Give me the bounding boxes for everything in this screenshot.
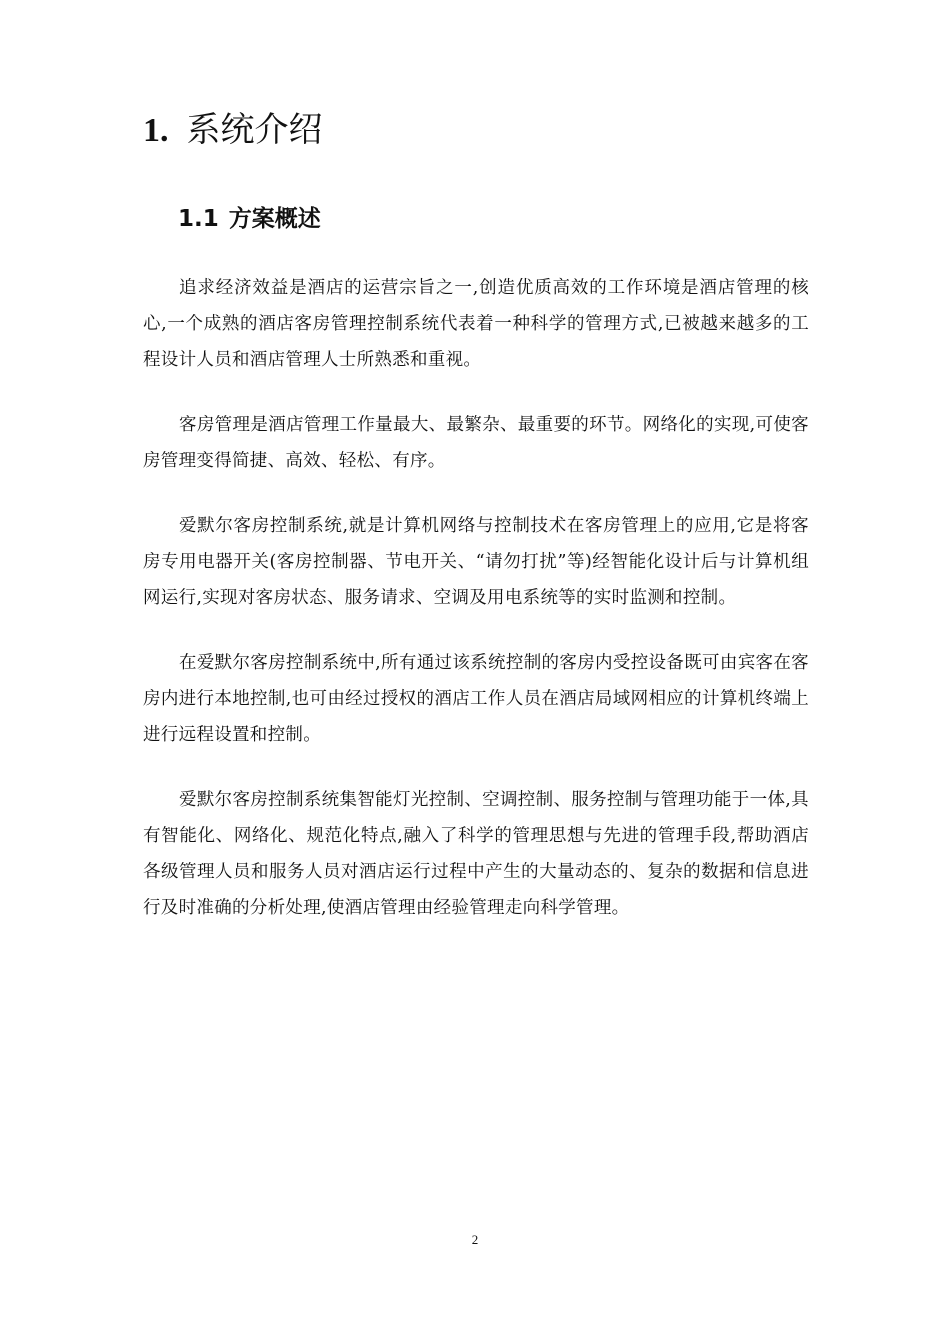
paragraph-3: 爱默尔客房控制系统,就是计算机网络与控制技术在客房管理上的应用,它是将客房专用电器开关(客房控制器、节电开关、“请勿打扰”等)经智能化设计后与计算机组网运行,实现对客房状态、服务请求、空调及用电系统等的实时监测和控制。 — [143, 516, 809, 608]
body-text — [143, 270, 809, 955]
section-title: 系统介绍 — [186, 110, 323, 150]
paragraph-2: 客房管理是酒店管理工作量最大、最繁杂、最重要的环节。网络化的实现,可使客房管理变得简捷、高效、轻松、有序。 — [143, 415, 809, 471]
paragraph-4: 在爱默尔客房控制系统中,所有通过该系统控制的客房内受控设备既可由宾客在客房内进行本地控制,也可由经过授权的酒店工作人员在酒店局域网相应的计算机终端上进行远程设置和控制。 — [143, 653, 809, 745]
paragraph-1: 追求经济效益是酒店的运营宗旨之一,创造优质高效的工作环境是酒店管理的核心,一个成熟的酒店客房管理控制系统代表着一种科学的管理方式,已被越来越多的工程设计人员和酒店管理人士所熟悉和重视。 — [143, 278, 809, 370]
subsection-heading — [178, 202, 321, 236]
subsection-title: 方案概述 — [228, 206, 321, 232]
paragraph-5: 爱默尔客房控制系统集智能灯光控制、空调控制、服务控制与管理功能于一体,具有智能化、网络化、规范化特点,融入了科学的管理思想与先进的管理手段,帮助酒店各级管理人员和服务人员对酒店运行过程中产生的大量动态的、复杂的数据和信息进行及时准确的分析处理,使酒店管理由经验管理走向科学管理。 — [143, 790, 809, 918]
section-heading — [143, 108, 323, 153]
subsection-number: 1.1 — [178, 206, 219, 232]
page-number: 2 — [471, 1232, 479, 1247]
section-number: 1. — [143, 112, 169, 149]
